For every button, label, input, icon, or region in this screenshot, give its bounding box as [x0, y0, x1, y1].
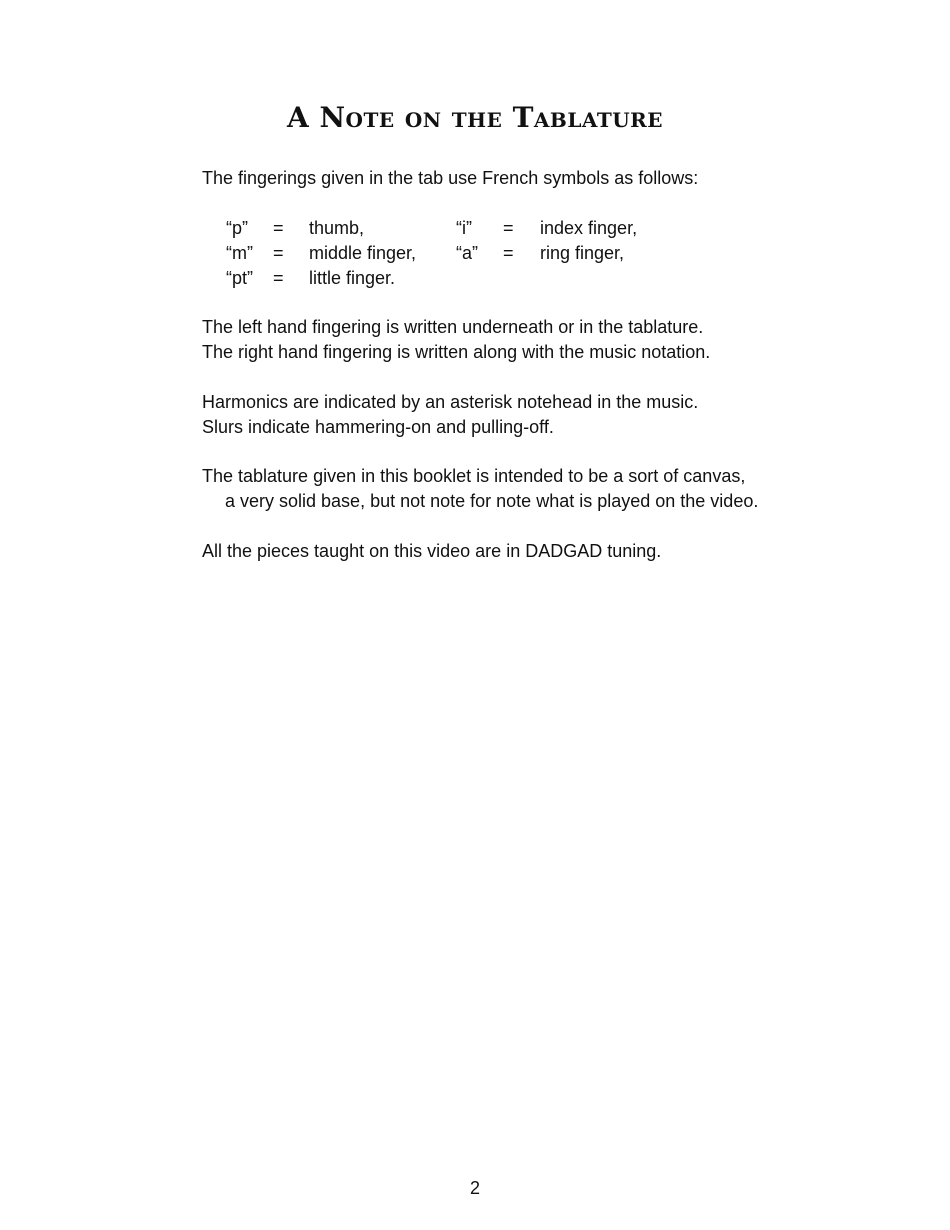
- canvas-paragraph: [202, 464, 758, 514]
- symbol: “m”: [226, 243, 253, 263]
- symbol: “a”: [456, 243, 478, 263]
- tuning-text: All the pieces taught on this video are in DADGAD tuning.: [202, 541, 662, 561]
- page-number: 2: [469, 1178, 480, 1198]
- intro-paragraph: [202, 166, 698, 191]
- paragraph-line: The left hand fingering is written underneath or in the tablature.: [202, 317, 704, 337]
- technique-paragraph: [202, 390, 698, 440]
- symbol-meaning: little finger.: [309, 268, 396, 288]
- paragraph-line: a very solid base, but not note for note what is played on the video.: [225, 491, 759, 511]
- symbol-meaning: ring finger,: [540, 243, 625, 263]
- symbol-meaning: index finger,: [540, 218, 638, 238]
- equals-sign: =: [273, 218, 284, 238]
- symbol-meaning: thumb,: [309, 218, 365, 238]
- tuning-paragraph: [202, 539, 661, 564]
- equals-sign: =: [273, 268, 284, 288]
- paragraph-line: The tablature given in this booklet is intended to be a sort of canvas,: [202, 466, 746, 486]
- page-title: A Note on the Tablature: [286, 101, 664, 134]
- symbol: “pt”: [226, 268, 253, 288]
- symbol: “p”: [226, 218, 248, 238]
- intro-text: The fingerings given in the tab use French symbols as follows:: [202, 168, 699, 188]
- symbol-meaning: middle finger,: [309, 243, 417, 263]
- fingering-paragraph: [202, 315, 710, 365]
- equals-sign: =: [503, 218, 514, 238]
- equals-sign: =: [503, 243, 514, 263]
- symbol: “i”: [456, 218, 472, 238]
- paragraph-line: Harmonics are indicated by an asterisk notehead in the music.: [202, 392, 699, 412]
- equals-sign: =: [273, 243, 284, 263]
- paragraph-line: Slurs indicate hammering-on and pulling-off.: [202, 417, 554, 437]
- paragraph-line: The right hand fingering is written along with the music notation.: [202, 342, 711, 362]
